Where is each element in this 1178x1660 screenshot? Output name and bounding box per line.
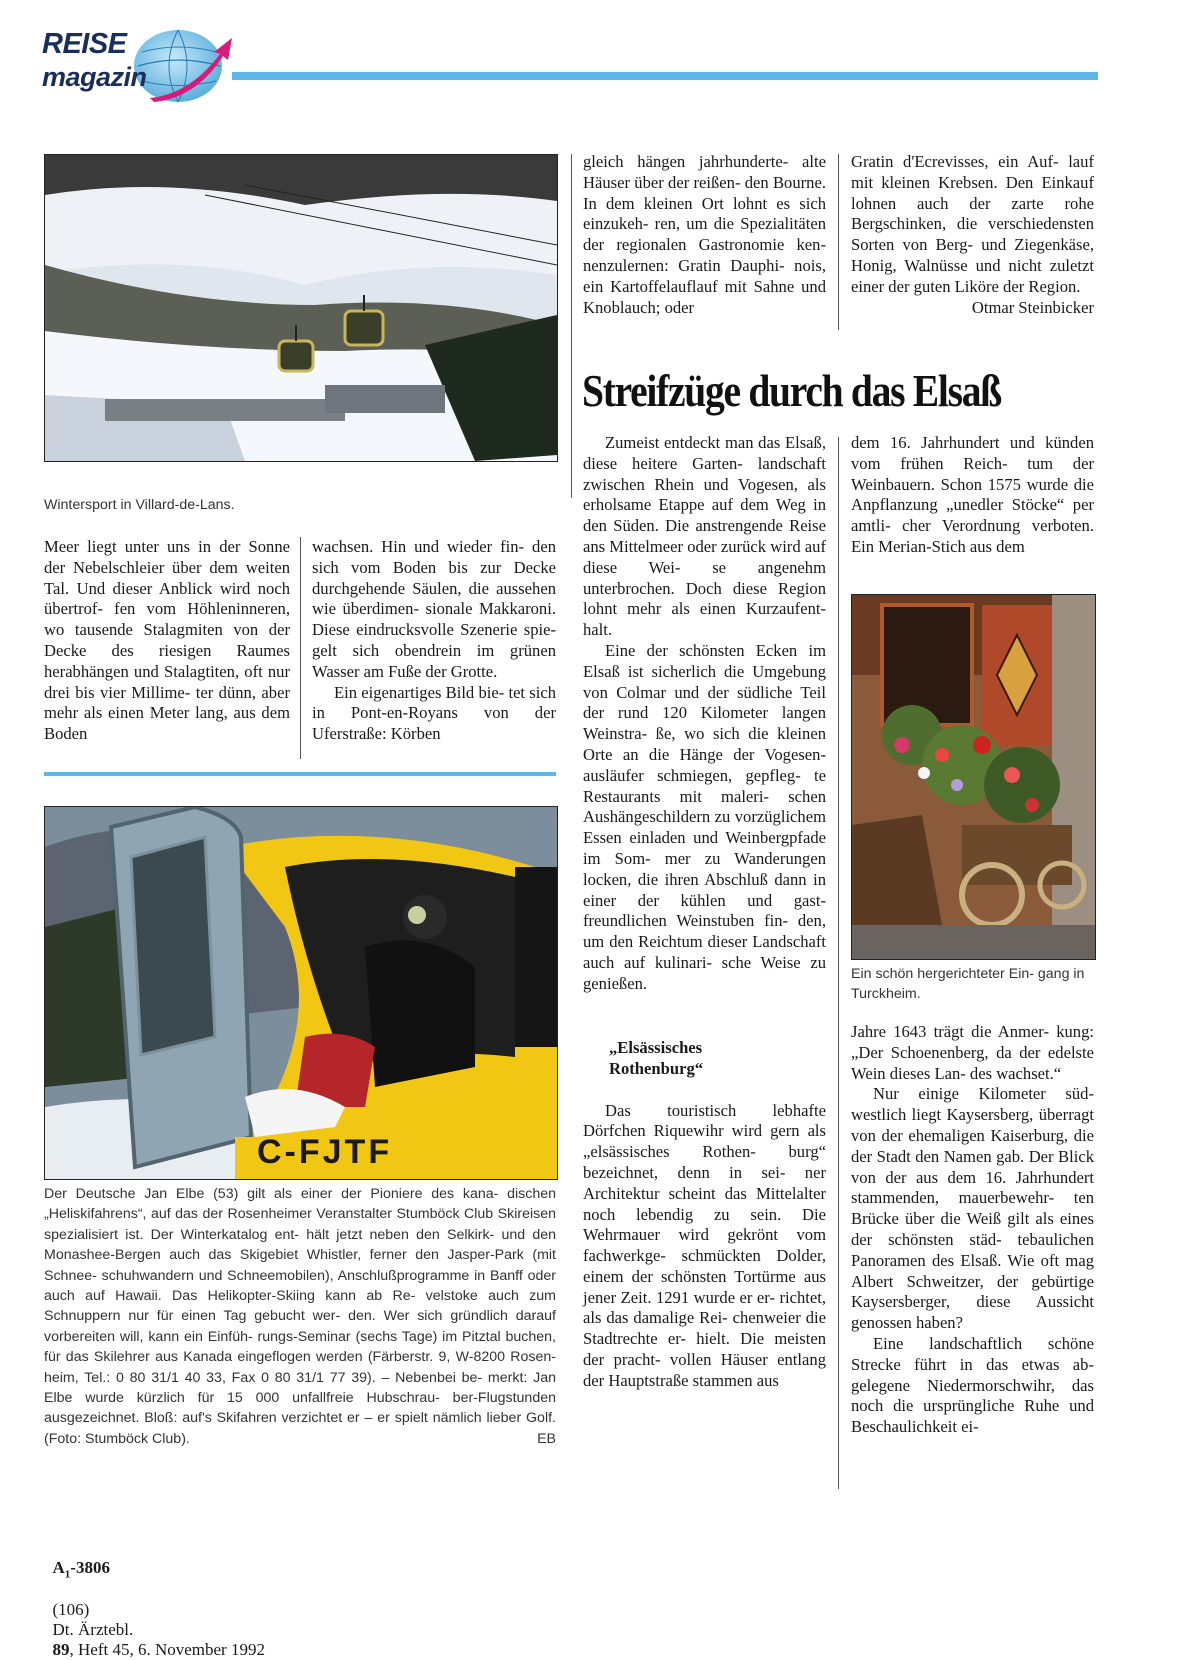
top-right-column-d-body: Gratin d'Ecrevisses, ein Auf- lauf mit kleinen Krebsen. Den Einkauf lohnen auch der zarte rohe Bergschinken, die verschiedensten Sorten von Berg- und Ziegenkäse, Honig, Walnüsse und nicht zuletzt einer der guten Liköre der Region. <box>851 152 1094 296</box>
footer-page-code-sub: 1 <box>64 1568 71 1581</box>
article-para-kaysersberg: Nur einige Kilometer süd- westlich liegt Kaysersberg, überragt von der ehemaligen Kaiserburg, die der Stadt den Namen gab. Der Blick von der aus dem 16. Jahrhundert stammenden, mauerbewehr- ten Brücke über die Weiß gilt als eines der schönsten städ- tebaulichen Panoramen des Elsaß. Wie oft mag Albert Schweitzer, der gebürtige Kaysersberger, diese Aussicht genossen haben? <box>851 1084 1094 1333</box>
article-subhead-line1: „Elsässisches <box>609 1037 703 1057</box>
article-subhead <box>609 1037 826 1079</box>
column-divider <box>300 537 301 759</box>
author-signature: Otmar Steinbicker <box>971 297 1094 317</box>
photo-wintersport-villard <box>44 154 558 462</box>
left-column-a <box>44 537 290 745</box>
footer-page-code-number: -3806 <box>70 1558 110 1577</box>
footer-page-code <box>52 1558 110 1581</box>
left-column-b <box>312 537 556 745</box>
helicopter-registration: C-FJTF <box>257 1133 393 1171</box>
left-column-b-para1: wachsen. Hin und wieder fin- den sich vom Boden bis zur Decke durchgehende Säulen, die aussehen wie überdimen- sionale Makkaroni. Diese eindrucksvolle Szenerie spie- gelt sich obendrein im grünen Wasser am Fuße der Grotte. <box>312 537 556 681</box>
reise-magazin-logo <box>42 22 262 104</box>
article-subhead-line2: Rothenburg“ <box>609 1058 704 1078</box>
article-column-f-top <box>851 433 1094 558</box>
left-column-a-text: Meer liegt unter uns in der Sonne der Nebelschleier über dem weiten Tal. Und dieser Anblick wird noch übertrof- fen vom Höhleninneren, wo tausende Stalagmiten von der Decke des riesigen Raumes herabhängen und Stalagtiten, oft nur drei bis vier Millime- ter dünn, aber mehr als einen Meter lang, aus dem Boden <box>44 537 290 744</box>
photo2-caption-text: Der Deutsche Jan Elbe (53) gilt als einer der Pioniere des kana- dischen „Heliskifahrens“, auf das der Rosenheimer Veranstalter Stumböck Club Skireisen spezialisiert ist. Der Winterkatalog ent- hält jetzt neben den Selkirk- und den Monashee-Bergen auch das Skigebiet Whistler, ferner den Jasper-Park (mit Schnee- schuhwandern und Schneemobilen), Anschlußprogramme in Banff oder auch auf Hawaii. Das Helikopter-Skiing kann ab Re- velstoke auch zum Schnuppern nur für einen Tag gebucht wer- den. Wer sich gründlich darauf vorbereiten will, kann ein Einfüh- rungs-Seminar (sechs Tage) im Pitztal buchen, für das Skilehrer aus Kanada eingeflogen werden (Färberstr. 9, W-8200 Rosen- heim, Tel.: 0 80 31/1 40 33, Fax 0 80 31/1 77 39). – Nebenbei be- merkt: Jan Elbe wurde kürzlich für 15 000 unfallfreie Hubschrau- ber-Flugstunden ausgezeichnet. Bloß: auf's Skifahren verzichtet er – er spielt nämlich lieber Golf. (Foto: Stumböck Club). <box>44 1186 556 1447</box>
footer-page-num: (106) <box>52 1600 90 1620</box>
photo2-caption-signature: EB <box>537 1430 556 1447</box>
column-divider <box>838 437 839 1489</box>
article-para-niedermorschwihr: Eine landschaftlich schöne Strecke führt in das etwas ab- gelegene Niedermorschwihr, das noch die ursprüngliche Ruhe und Beschaulichkeit ei- <box>851 1333 1094 1437</box>
footer-issue: , Heft 45, 6. November 1992 <box>69 1640 265 1660</box>
article-column-e <box>583 433 826 1392</box>
header-accent-bar <box>232 72 1098 80</box>
footer-volume: 89 <box>52 1640 70 1660</box>
footer-page-code-letter: A <box>52 1558 65 1577</box>
photo-heliskiing <box>44 806 558 1180</box>
helicopter-image <box>45 807 557 1179</box>
article-headline: Streifzüge durch das Elsaß <box>582 365 1001 416</box>
section-accent-rule <box>44 772 556 776</box>
photo3-caption: Ein schön hergerichteter Ein- gang in Turckheim. <box>851 966 1085 1003</box>
column-divider <box>571 154 572 498</box>
flower-cart-image <box>852 595 1095 959</box>
column-divider <box>838 154 839 330</box>
article-para-merian: Jahre 1643 trägt die Anmer- kung: „Der Schoenenberg, da der edelste Wein dieses Lan- des wachset.“ <box>851 1022 1094 1083</box>
top-right-column-c-text: gleich hängen jahrhunderte- alte Häuser über der reißen- den Bourne. In dem kleinen Ort lohnt es sich einzukeh- ren, um die Spezialitäten der regionalen Gastronomie ken- nenzulernen: Gratin Dauphi- nois, ein Kartoffelauflauf mit Sahne und Knoblauch; oder <box>583 152 826 317</box>
article-para-intro: Zumeist entdeckt man das Elsaß, diese heitere Garten- landschaft zwischen Rhein und Vogesen, als erholsame Etappe auf dem Weg in den Süden. Die anstrengende Reise ans Mittelmeer oder zurück wird auf diese Wei- se angenehm unterbrochen. Doch diese Region lohnt mehr als einen Kurzaufent- halt. <box>583 433 826 640</box>
left-column-b-para2: Ein eigenartiges Bild bie- tet sich in Pont-en-Royans von der Uferstraße: Körben <box>312 682 556 744</box>
winter-landscape-image <box>45 155 557 461</box>
top-right-column-c <box>583 152 826 318</box>
article-para-riquewihr: Das touristisch lebhafte Dörfchen Riquewihr wird gern als „elsässisches Rothen- burg“ bezeichnet, denn in sei- ner Architektur scheint das Mittelalter noch lebendig zu sein. Die Wehrmauer wird gekrönt vom fachwerkge- schmückten Dolder, einem der schönsten Tortürme aus jener Zeit. 1291 wurde er er- richtet, als das damalige Rei- chenweier die Stadtrechte er- hielt. Die meisten der pracht- vollen Häuser entlang der Hauptstraße stammen aus <box>583 1100 826 1390</box>
logo-reise-text: REISE <box>42 28 127 60</box>
article-para-colmar: Eine der schönsten Ecken im Elsaß ist sicherlich die Umgebung von Colmar und der südliche Teil der rund 120 Kilometer langen Weinstra- ße, wo sich die kleinen Orte an die Hänge der Vogesen- ausläufer schmiegen, gepfleg- te Restaurants mit maleri- schen Aushängeschildern zu vorzüglichem Essen einladen und Weinbergpfade im Som- mer zu Wanderungen locken, die ihren Abschluß dann in einer der kühlen und gast- freundlichen Weinstuben fin- den, um den Reichtum dieser Landschaft auch auf kulinari- sche Weise zu genießen. <box>583 640 826 993</box>
logo-magazin-text: magazin <box>42 62 147 92</box>
article-column-f-bottom <box>851 1022 1094 1438</box>
top-right-column-d <box>851 152 1094 318</box>
photo1-caption: Wintersport in Villard-de-Lans. <box>44 497 235 513</box>
article-col-f-top-text: dem 16. Jahrhundert und künden vom frühen Reich- tum der Weinbauern. Schon 1575 wurde die Anpflanzung „unedler Stöcke“ per amtli- cher Verordnung verboten. Ein Merian-Stich aus dem <box>851 433 1094 556</box>
top-right-column-d-text <box>851 152 1094 317</box>
photo2-caption <box>44 1184 556 1449</box>
footer-journal: Dt. Ärztebl. <box>52 1620 134 1640</box>
page-footer <box>44 1538 265 1660</box>
photo-turckheim-entrance <box>851 594 1096 960</box>
